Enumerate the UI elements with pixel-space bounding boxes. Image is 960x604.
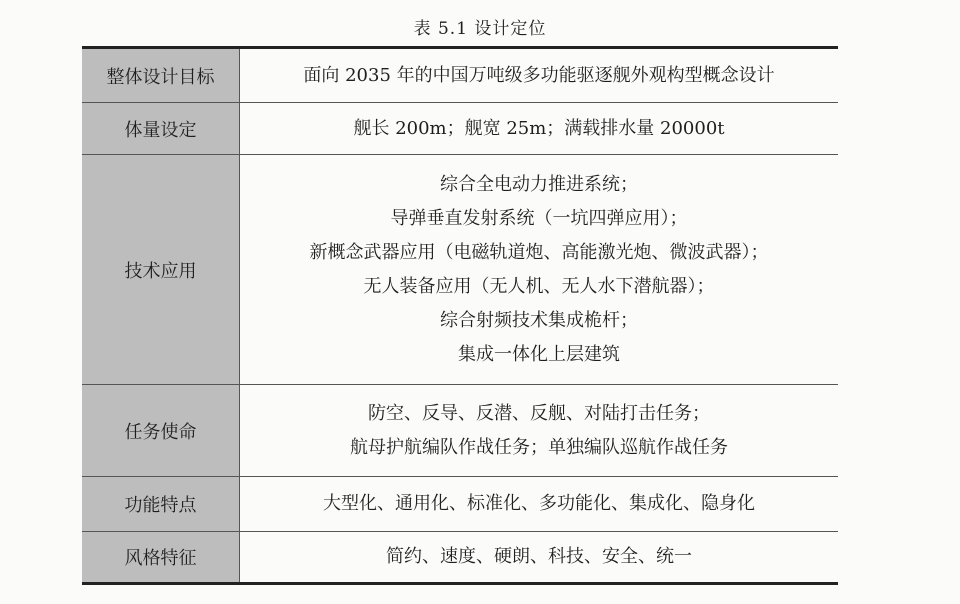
content-line: 综合射频技术集成桅杆；	[440, 309, 638, 331]
row-label: 整体设计目标	[82, 48, 240, 103]
row-content	[240, 477, 839, 532]
table-row	[82, 532, 838, 584]
content-line: 集成一体化上层建筑	[458, 343, 620, 365]
table-row	[82, 385, 838, 477]
row-label: 体量设定	[82, 103, 240, 155]
content-line: 大型化、通用化、标准化、多功能化、集成化、隐身化	[323, 493, 755, 514]
table-row	[82, 48, 838, 103]
row-label: 任务使命	[82, 385, 240, 477]
row-label: 风格特征	[82, 532, 240, 584]
table-row	[82, 155, 838, 385]
design-positioning-table	[82, 46, 838, 585]
content-line: 简约、速度、硬朗、科技、安全、统一	[386, 546, 692, 567]
content-line: 导弹垂直发射系统（一坑四弹应用）；	[390, 207, 688, 229]
content-line: 综合全电动力推进系统；	[440, 173, 638, 195]
table-row	[82, 103, 838, 155]
content-line: 航母护航编队作战任务；单独编队巡航作战任务	[350, 436, 728, 458]
table-row	[82, 477, 838, 532]
content-line: 面向 2035 年的中国万吨级多功能驱逐舰外观构型概念设计	[303, 64, 775, 86]
table-caption: 表 5.1 设计定位	[413, 19, 547, 39]
row-content	[240, 103, 839, 155]
content-line: 无人装备应用（无人机、无人水下潜航器）；	[363, 275, 715, 297]
content-line: 舰长 200m；舰宽 25m；满载排水量 20000t	[353, 117, 725, 139]
row-content	[240, 532, 839, 584]
row-label: 功能特点	[82, 477, 240, 532]
row-content	[240, 385, 839, 477]
content-line: 新概念武器应用（电磁轨道炮、高能激光炮、微波武器）；	[309, 241, 769, 263]
content-line: 防空、反导、反潜、反舰、对陆打击任务；	[368, 402, 710, 424]
row-label: 技术应用	[82, 155, 240, 385]
row-content	[240, 48, 839, 103]
row-content	[240, 155, 839, 385]
